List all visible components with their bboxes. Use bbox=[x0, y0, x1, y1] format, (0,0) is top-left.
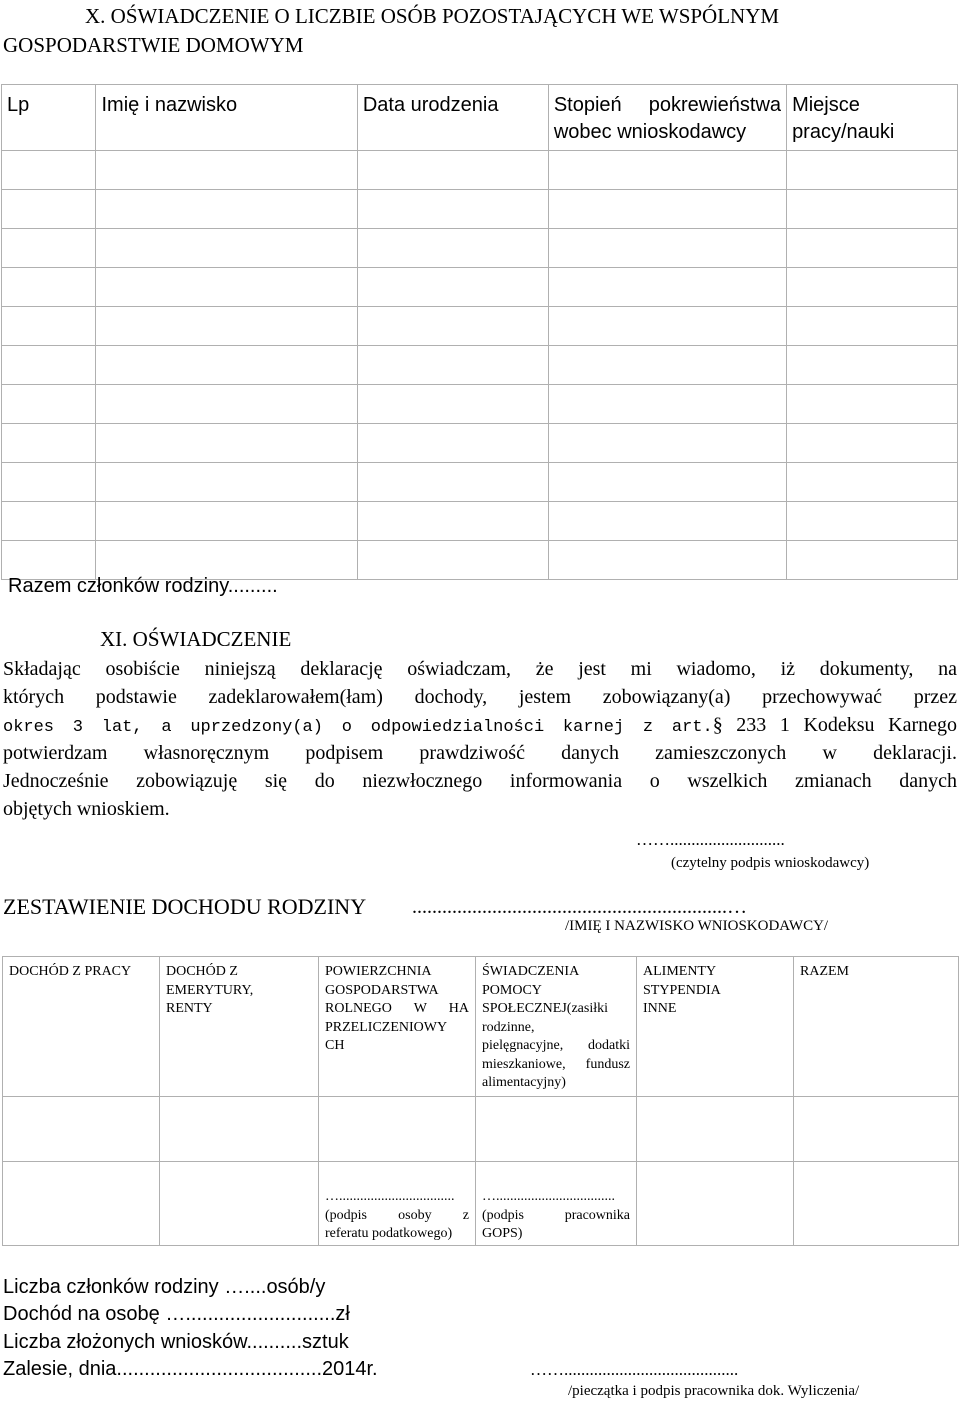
applicant-name-caption: /IMIĘ I NAZWISKO WNIOSKODAWCY/ bbox=[565, 918, 829, 934]
family-members-count[interactable]: Liczba członków rodziny …....osób/y bbox=[3, 1276, 326, 1298]
cell-workplace[interactable] bbox=[787, 307, 958, 346]
cell-lp[interactable] bbox=[2, 151, 96, 190]
cell-relation[interactable] bbox=[548, 424, 786, 463]
cell-name[interactable] bbox=[96, 541, 357, 580]
cell-birthdate[interactable] bbox=[357, 424, 548, 463]
header-total bbox=[794, 957, 959, 1097]
cell-total[interactable] bbox=[794, 1097, 959, 1162]
cell-lp[interactable] bbox=[2, 424, 96, 463]
header-alimony-line: INNE bbox=[643, 1001, 677, 1016]
cell-lp[interactable] bbox=[2, 346, 96, 385]
income-summary-title: ZESTAWIENIE DOCHODU RODZINY bbox=[3, 894, 367, 919]
declaration-line: objętych wnioskiem. bbox=[3, 798, 170, 820]
signature-empty-cell bbox=[160, 1162, 319, 1246]
cell-workplace[interactable] bbox=[787, 151, 958, 190]
header-alimony bbox=[637, 957, 794, 1097]
cell-workplace[interactable] bbox=[787, 190, 958, 229]
income-per-person[interactable]: Dochód na osobę …...........................zł bbox=[3, 1303, 350, 1325]
cell-lp[interactable] bbox=[2, 385, 96, 424]
cell-lp[interactable] bbox=[2, 502, 96, 541]
members-table-row bbox=[2, 229, 958, 268]
cell-workplace[interactable] bbox=[787, 229, 958, 268]
cell-lp[interactable] bbox=[2, 307, 96, 346]
declaration-line: potwierdzam własnoręcznym podpisem prawdziwość danych zamieszczonych w deklaracji. bbox=[3, 742, 957, 764]
household-members-table bbox=[1, 84, 958, 580]
header-farm-area bbox=[319, 957, 476, 1097]
header-relation bbox=[548, 85, 786, 151]
header-birthdate bbox=[357, 85, 548, 151]
header-birthdate-label: Data urodzenia bbox=[362, 94, 499, 116]
family-income-table bbox=[2, 956, 959, 1246]
gops-signature-caption: GOPS) bbox=[482, 1226, 523, 1241]
header-relation-line2: wobec wnioskodawcy bbox=[553, 121, 747, 143]
cell-birthdate[interactable] bbox=[357, 190, 548, 229]
declaration-line-part: okres 3 lat, a uprzedzony(a) o odpowiedzialności karnej z art. bbox=[3, 718, 713, 737]
header-farm-line: CH bbox=[325, 1038, 345, 1053]
cell-pension-income[interactable] bbox=[160, 1097, 319, 1162]
header-farm-line: ROLNEGO W HA bbox=[325, 1001, 469, 1016]
header-benefits-line: POMOCY bbox=[482, 982, 542, 998]
cell-relation[interactable] bbox=[548, 229, 786, 268]
cell-relation[interactable] bbox=[548, 502, 786, 541]
gops-signature-dots: ….................................. bbox=[482, 1189, 615, 1204]
header-name-label: Imię i nazwisko bbox=[101, 94, 238, 116]
cell-workplace[interactable] bbox=[787, 424, 958, 463]
header-farm-line: POWIERZCHNIA bbox=[325, 964, 432, 979]
members-table-row bbox=[2, 268, 958, 307]
members-total-label: Razem członków rodziny......... bbox=[8, 575, 278, 597]
applicant-signature-field[interactable]: ……........................... bbox=[636, 830, 785, 849]
header-benefits-line: ŚWIADCZENIA bbox=[482, 964, 580, 979]
income-table-header-row bbox=[3, 957, 959, 1097]
gops-worker-signature[interactable] bbox=[476, 1162, 637, 1246]
place-and-date[interactable]: Zalesie, dnia.....................................2014r. bbox=[3, 1358, 378, 1380]
cell-name[interactable] bbox=[96, 229, 357, 268]
cell-relation[interactable] bbox=[548, 541, 786, 580]
gops-signature-caption: (podpis pracownika bbox=[482, 1207, 630, 1223]
members-table-row bbox=[2, 190, 958, 229]
cell-birthdate[interactable] bbox=[357, 346, 548, 385]
header-alimony-line: ALIMENTY bbox=[643, 964, 717, 979]
income-values-row bbox=[3, 1097, 959, 1162]
members-table-row bbox=[2, 502, 958, 541]
cell-relation[interactable] bbox=[548, 190, 786, 229]
declaration-line-part: 233 1 Kodeksu Karnego bbox=[722, 714, 957, 736]
section-xi-title: XI. OŚWIADCZENIE bbox=[100, 627, 292, 651]
cell-lp[interactable] bbox=[2, 268, 96, 307]
cell-lp[interactable] bbox=[2, 541, 96, 580]
signature-empty-cell bbox=[637, 1162, 794, 1246]
cell-birthdate[interactable] bbox=[357, 229, 548, 268]
header-pension-line: EMERYTURY, bbox=[166, 982, 254, 998]
cell-workplace[interactable] bbox=[787, 385, 958, 424]
header-relation-line1: Stopień pokrewieństwa bbox=[553, 94, 782, 116]
declaration-text bbox=[3, 655, 957, 823]
header-benefits-line: alimentacyjny) bbox=[482, 1075, 566, 1090]
cell-alimony[interactable] bbox=[637, 1097, 794, 1162]
cell-workplace[interactable] bbox=[787, 463, 958, 502]
signature-empty-cell bbox=[794, 1162, 959, 1246]
cell-birthdate[interactable] bbox=[357, 151, 548, 190]
cell-name[interactable] bbox=[96, 424, 357, 463]
members-table-row bbox=[2, 385, 958, 424]
cell-birthdate[interactable] bbox=[357, 268, 548, 307]
members-table-row bbox=[2, 151, 958, 190]
header-total-label: RAZEM bbox=[800, 964, 849, 979]
cell-name[interactable] bbox=[96, 190, 357, 229]
cell-relation[interactable] bbox=[548, 268, 786, 307]
header-benefits-line: pielęgnacyjne, dodatki bbox=[482, 1038, 630, 1053]
cell-relation[interactable] bbox=[548, 151, 786, 190]
header-pension-income bbox=[160, 957, 319, 1097]
stamp-signature-caption: /pieczątka i podpis pracownika dok. Wyliczenia/ bbox=[568, 1383, 860, 1399]
header-pension-line: RENTY bbox=[166, 1001, 213, 1016]
tax-signature-dots: …................................. bbox=[325, 1189, 455, 1204]
cell-workplace[interactable] bbox=[787, 268, 958, 307]
section-x-title: X. OŚWIADCZENIE O LICZBIE OSÓB POZOSTAJĄCYCH WE WSPÓLNYM bbox=[85, 4, 780, 28]
members-table-row bbox=[2, 541, 958, 580]
members-table-header-row bbox=[2, 85, 958, 151]
cell-name[interactable] bbox=[96, 346, 357, 385]
section-x-title-continued: GOSPODARSTWIE DOMOWYM bbox=[3, 33, 304, 57]
header-alimony-line: STYPENDIA bbox=[643, 982, 721, 998]
applicant-name-field[interactable]: ...............................................................… bbox=[412, 896, 747, 918]
cell-workplace[interactable] bbox=[787, 541, 958, 580]
cell-birthdate[interactable] bbox=[357, 307, 548, 346]
header-social-benefits bbox=[476, 957, 637, 1097]
cell-name[interactable] bbox=[96, 268, 357, 307]
cell-name[interactable] bbox=[96, 385, 357, 424]
paragraph-sign: § bbox=[712, 714, 723, 736]
cell-relation[interactable] bbox=[548, 307, 786, 346]
header-farm-line: GOSPODARSTWA bbox=[325, 982, 439, 998]
cell-birthdate[interactable] bbox=[357, 385, 548, 424]
cell-farm-area[interactable] bbox=[319, 1097, 476, 1162]
members-table-row bbox=[2, 463, 958, 502]
header-benefits-line: SPOŁECZNEJ(zasiłki bbox=[482, 1001, 608, 1016]
header-pension-line: DOCHÓD Z bbox=[166, 964, 238, 979]
cell-workplace[interactable] bbox=[787, 502, 958, 541]
tax-signature-caption: (podpis osoby z bbox=[325, 1207, 469, 1223]
declaration-line-with-article bbox=[3, 711, 957, 739]
cell-relation[interactable] bbox=[548, 346, 786, 385]
declaration-line: których podstawie zadeklarowałem(łam) dochody, jestem zobowiązany(a) przechowywać przez bbox=[3, 686, 957, 708]
stamp-signature-field[interactable]: ……......................................... bbox=[530, 1360, 739, 1379]
tax-officer-signature[interactable] bbox=[319, 1162, 476, 1246]
cell-lp[interactable] bbox=[2, 229, 96, 268]
cell-name[interactable] bbox=[96, 307, 357, 346]
cell-name[interactable] bbox=[96, 463, 357, 502]
cell-birthdate[interactable] bbox=[357, 502, 548, 541]
header-name bbox=[96, 85, 357, 151]
cell-lp[interactable] bbox=[2, 190, 96, 229]
cell-workplace[interactable] bbox=[787, 346, 958, 385]
header-workplace bbox=[787, 85, 958, 151]
header-work-income-label: DOCHÓD Z PRACY bbox=[9, 964, 132, 979]
cell-work-income[interactable] bbox=[3, 1097, 160, 1162]
header-farm-line: PRZELICZENIOWY bbox=[325, 1019, 448, 1035]
header-workplace-line1: Miejsce bbox=[792, 94, 860, 116]
cell-birthdate[interactable] bbox=[357, 463, 548, 502]
members-table-row bbox=[2, 346, 958, 385]
cell-birthdate[interactable] bbox=[357, 541, 548, 580]
cell-name[interactable] bbox=[96, 151, 357, 190]
signature-empty-cell bbox=[3, 1162, 160, 1246]
declaration-line: Składając osobiście niniejszą deklarację oświadczam, że jest mi wiadomo, iż dokumenty, na bbox=[3, 658, 957, 680]
members-table-row bbox=[2, 307, 958, 346]
header-workplace-line2: pracy/nauki bbox=[792, 121, 895, 143]
income-signatures-row bbox=[3, 1162, 959, 1246]
cell-relation[interactable] bbox=[548, 385, 786, 424]
declaration-line: Jednocześnie zobowiązuję się do niezwłocznego informowania o wszelkich zmianach danych bbox=[3, 770, 957, 792]
cell-name[interactable] bbox=[96, 502, 357, 541]
cell-social-benefits[interactable] bbox=[476, 1097, 637, 1162]
header-benefits-line: mieszkaniowe, fundusz bbox=[482, 1056, 630, 1072]
applicant-signature-caption: (czytelny podpis wnioskodawcy) bbox=[671, 855, 870, 871]
members-table-row bbox=[2, 424, 958, 463]
cell-lp[interactable] bbox=[2, 463, 96, 502]
cell-relation[interactable] bbox=[548, 463, 786, 502]
tax-signature-caption: referatu podatkowego) bbox=[325, 1226, 453, 1241]
header-work-income bbox=[3, 957, 160, 1097]
header-lp bbox=[2, 85, 96, 151]
header-lp-label: Lp bbox=[7, 94, 30, 116]
applications-count[interactable]: Liczba złożonych wniosków..........sztuk bbox=[3, 1331, 349, 1353]
header-benefits-line: rodzinne, bbox=[482, 1019, 535, 1035]
